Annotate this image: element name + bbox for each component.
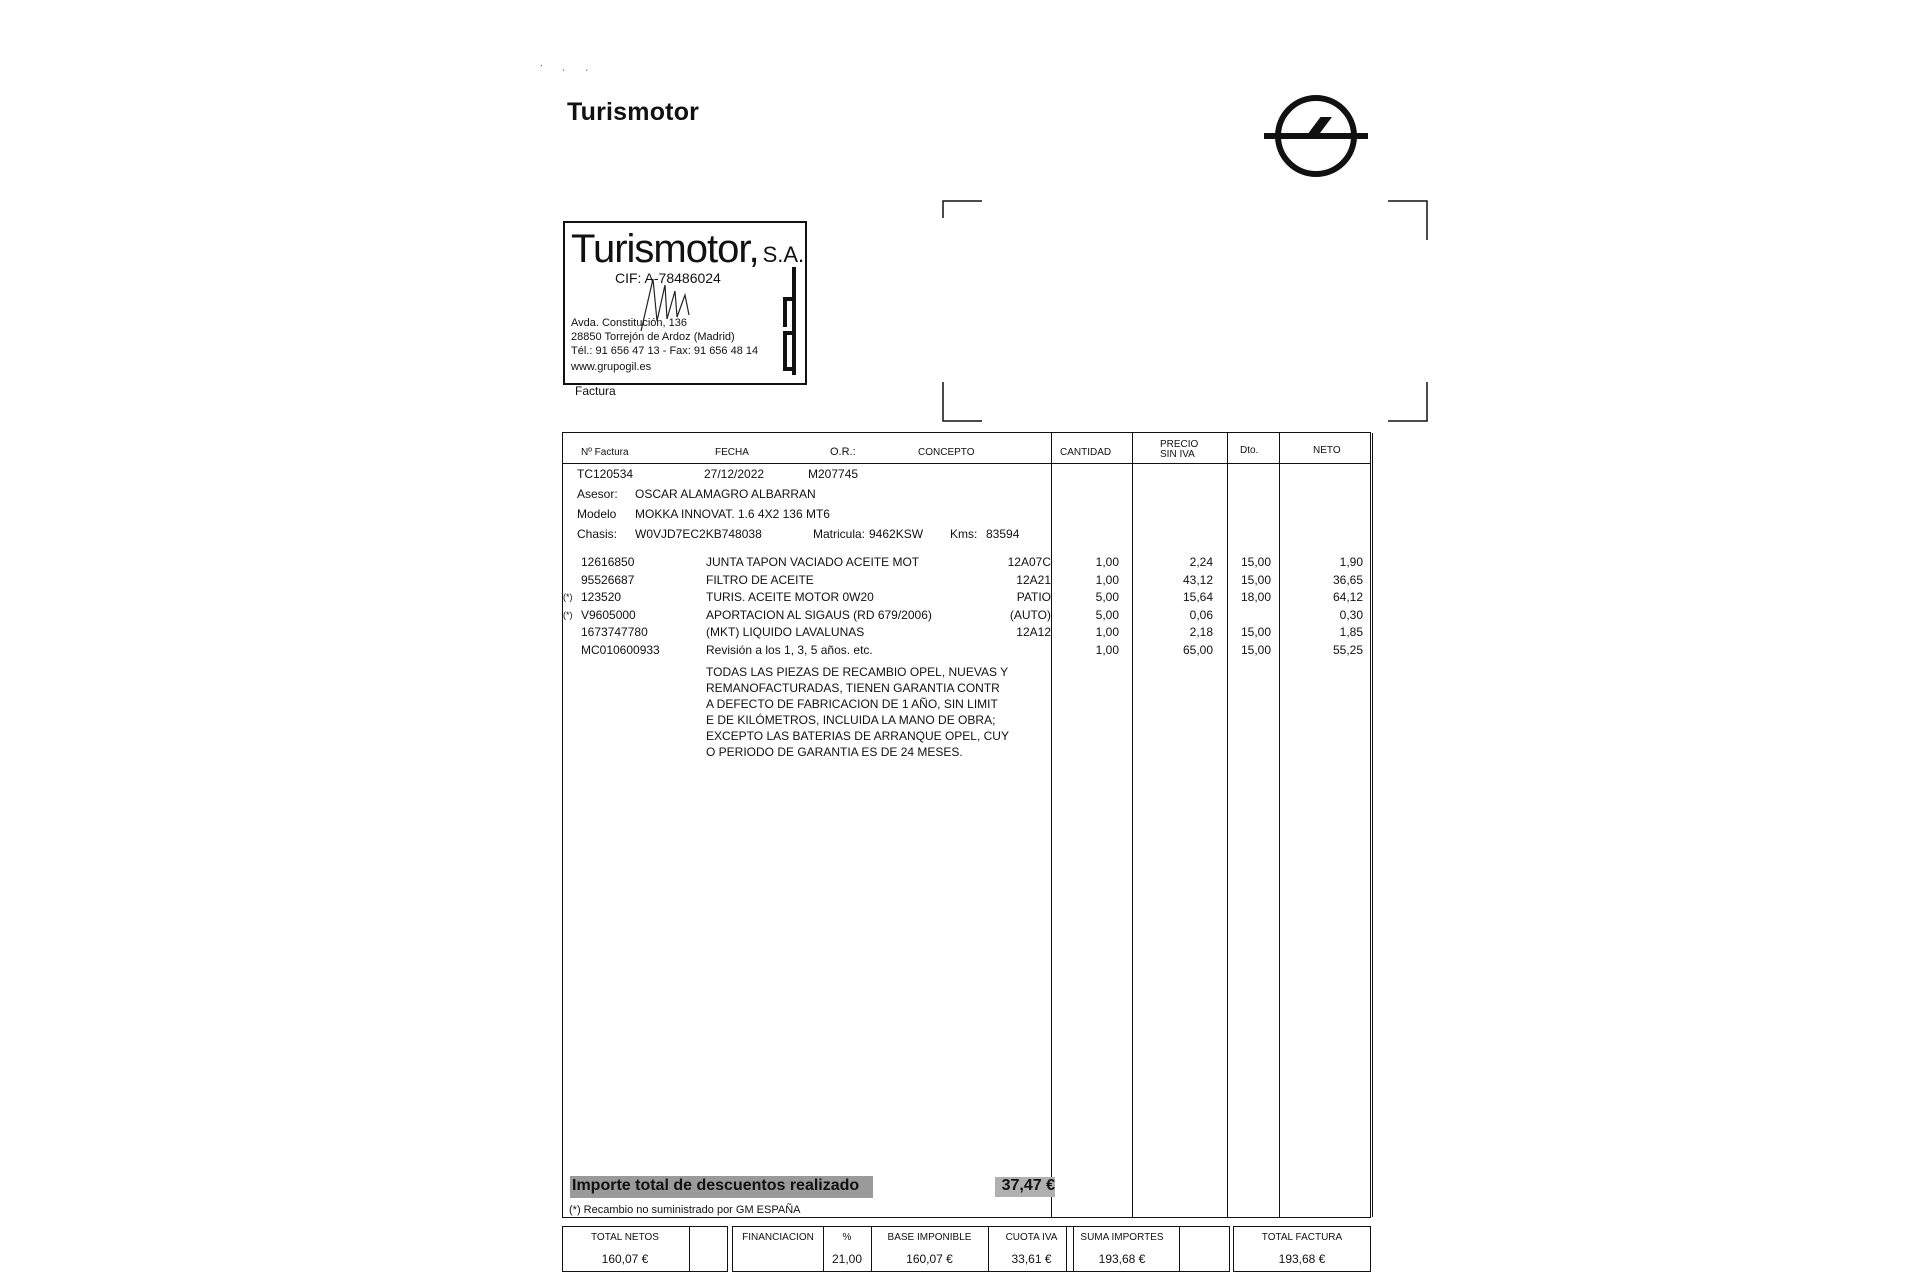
line-desc: FILTRO DE ACEITE <box>706 572 814 587</box>
line-desc: APORTACION AL SIGAUS (RD 679/2006) <box>706 607 932 622</box>
line-qty: 1,00 <box>1095 642 1119 657</box>
warranty-note-line: A DEFECTO DE FABRICACION DE 1 AÑO, SIN LIMIT <box>706 697 998 711</box>
line-loc: 12A21 <box>1016 572 1051 587</box>
invoice-date: 27/12/2022 <box>704 467 765 481</box>
line-loc: (AUTO) <box>1009 607 1051 622</box>
line-desc: JUNTA TAPON VACIADO ACEITE MOT <box>706 555 920 569</box>
warranty-note-line: EXCEPTO LAS BATERIAS DE ARRANQUE OPEL, CUY <box>706 729 1009 743</box>
stamp-website: www.grupogil.es <box>571 361 652 373</box>
line-price: 2,18 <box>1189 625 1213 639</box>
header-divider <box>563 463 1370 464</box>
line-qty: 1,00 <box>1095 625 1119 639</box>
line-code: MC010600933 <box>581 642 660 657</box>
tax-box <box>732 1226 1074 1272</box>
pct-label: % <box>842 1232 852 1243</box>
line-qty: 1,00 <box>1095 572 1119 587</box>
base-imponible-value: 160,07 € <box>906 1252 953 1266</box>
total-factura-box <box>1233 1226 1371 1272</box>
line-net: 36,65 <box>1332 572 1363 587</box>
total-netos-label: TOTAL NETOS <box>591 1232 659 1243</box>
line-loc: PATIO <box>1016 590 1051 604</box>
pct-value: 21,00 <box>831 1252 863 1266</box>
footnote: (*) Recambio no suministrado por GM ESPAÑA <box>569 1204 801 1216</box>
stamp-cif: CIF: A-78486024 <box>615 270 721 286</box>
total-netos-box <box>562 1226 728 1272</box>
brand-title: Turismotor <box>567 98 700 126</box>
cuota-iva-value: 33,61 € <box>1011 1252 1052 1266</box>
col-divider <box>1051 433 1052 1217</box>
total-factura-label: TOTAL FACTURA <box>1261 1232 1343 1243</box>
group-logo-icon <box>783 267 797 375</box>
address-window-bracket <box>942 200 1428 422</box>
suma-importes-label: SUMA IMPORTES <box>1080 1232 1164 1243</box>
line-price: 2,24 <box>1189 555 1213 569</box>
header-neto: NETO <box>1313 445 1341 456</box>
line-dto: 15,00 <box>1240 642 1271 657</box>
line-net: 0,30 <box>1339 607 1363 622</box>
financiacion-label: FINANCIACION <box>742 1232 814 1243</box>
invoice-number: TC120534 <box>577 467 634 481</box>
line-mark: (*) <box>563 609 573 620</box>
stamp-address: Avda. Constitución, 136 28850 Torrejón de Ardoz (Madrid) Tél.: 91 656 47 13 - Fax: 91 656 48 14 <box>571 317 759 357</box>
line-code: 12616850 <box>581 555 635 569</box>
invoice-table <box>562 432 1371 1218</box>
warranty-note-line: TODAS LAS PIEZAS DE RECAMBIO OPEL, NUEVAS Y <box>706 665 1009 679</box>
line-price: 0,06 <box>1189 607 1213 622</box>
warranty-note-line: O PERIODO DE GARANTIA ES DE 24 MESES. <box>706 745 963 759</box>
line-price: 65,00 <box>1182 642 1213 657</box>
header-fecha: FECHA <box>715 447 749 458</box>
header-sin-iva: SIN IVA <box>1160 449 1195 460</box>
matricula-label: Matricula: <box>813 527 866 541</box>
suma-importes-box <box>1066 1226 1230 1272</box>
line-desc: (MKT) LIQUIDO LAVALUNAS <box>706 625 865 639</box>
line-price: 43,12 <box>1182 572 1213 587</box>
signature-icon <box>635 271 705 341</box>
line-dto: 18,00 <box>1240 590 1271 604</box>
header-dto: Dto. <box>1240 445 1259 456</box>
header-precio: PRECIO <box>1160 439 1199 450</box>
asesor-value: OSCAR ALAMAGRO ALBARRAN <box>635 487 816 501</box>
col-divider <box>1132 433 1133 1217</box>
warranty-note-line: REMANOFACTURADAS, TIENEN GARANTIA CONTR <box>706 681 1000 695</box>
discount-label-box: Importe total de descuentos realizado <box>570 1176 873 1198</box>
cuota-iva-label: CUOTA IVA <box>1005 1232 1058 1243</box>
scan-specks: ⸱ ˎ ˏ <box>540 61 589 72</box>
col-divider <box>689 1227 690 1271</box>
line-qty: 1,00 <box>1095 555 1119 569</box>
line-desc: TURIS. ACEITE MOTOR 0W20 <box>706 590 874 604</box>
chasis-value: W0VJD7EC2KB748038 <box>635 527 762 541</box>
kms-label: Kms: <box>950 527 978 541</box>
line-dto: 15,00 <box>1240 625 1271 639</box>
header-or: O.R.: <box>830 446 856 458</box>
matricula-value: 9462KSW <box>869 527 924 541</box>
chasis-label: Chasis: <box>577 527 618 541</box>
col-divider <box>1179 1227 1180 1271</box>
line-code: V9605000 <box>581 607 636 622</box>
warranty-note-line: E DE KILÓMETROS, INCLUIDA LA MANO DE OBRA; <box>706 713 996 727</box>
line-code: 123520 <box>581 590 622 604</box>
stamp-company-name: Turismotor, S.A. <box>571 227 805 271</box>
header-num-factura: Nº Factura <box>581 447 629 458</box>
invoice-or-number: M207745 <box>808 467 859 481</box>
line-dto: 15,00 <box>1240 555 1271 569</box>
line-net: 1,85 <box>1339 625 1363 639</box>
discount-value: 37,47 € <box>995 1177 1055 1197</box>
line-mark: (*) <box>563 592 573 602</box>
line-loc: 12A07C <box>1007 555 1051 569</box>
suma-importes-value: 193,68 € <box>1098 1252 1146 1266</box>
line-price: 15,64 <box>1182 590 1213 604</box>
line-qty: 5,00 <box>1095 590 1119 604</box>
modelo-label: Modelo <box>577 507 617 521</box>
line-loc: 12A12 <box>1016 625 1051 639</box>
base-imponible-label: BASE IMPONIBLE <box>887 1232 972 1243</box>
asesor-label: Asesor: <box>577 487 618 501</box>
line-net: 64,12 <box>1332 590 1363 604</box>
document-type-label: Factura <box>575 384 616 398</box>
line-net: 55,25 <box>1332 642 1363 657</box>
line-code: 95526687 <box>581 572 635 587</box>
opel-logo-icon <box>1262 92 1370 180</box>
total-factura-value: 193,68 € <box>1278 1252 1326 1266</box>
total-netos-value: 160,07 € <box>601 1252 649 1266</box>
col-divider <box>1227 433 1228 1217</box>
line-code: 1673747780 <box>581 625 648 639</box>
header-concepto: CONCEPTO <box>918 447 975 458</box>
kms-value: 83594 <box>986 527 1020 541</box>
company-stamp <box>563 221 807 385</box>
col-divider <box>1279 433 1280 1217</box>
header-cantidad: CANTIDAD <box>1060 447 1112 458</box>
line-qty: 5,00 <box>1095 607 1119 622</box>
col-divider <box>1372 433 1373 1217</box>
modelo-value: MOKKA INNOVAT. 1.6 4X2 136 MT6 <box>635 507 830 521</box>
line-desc: Revisión a los 1, 3, 5 años. etc. <box>706 642 873 657</box>
line-dto: 15,00 <box>1240 572 1271 587</box>
line-net: 1,90 <box>1339 555 1363 569</box>
